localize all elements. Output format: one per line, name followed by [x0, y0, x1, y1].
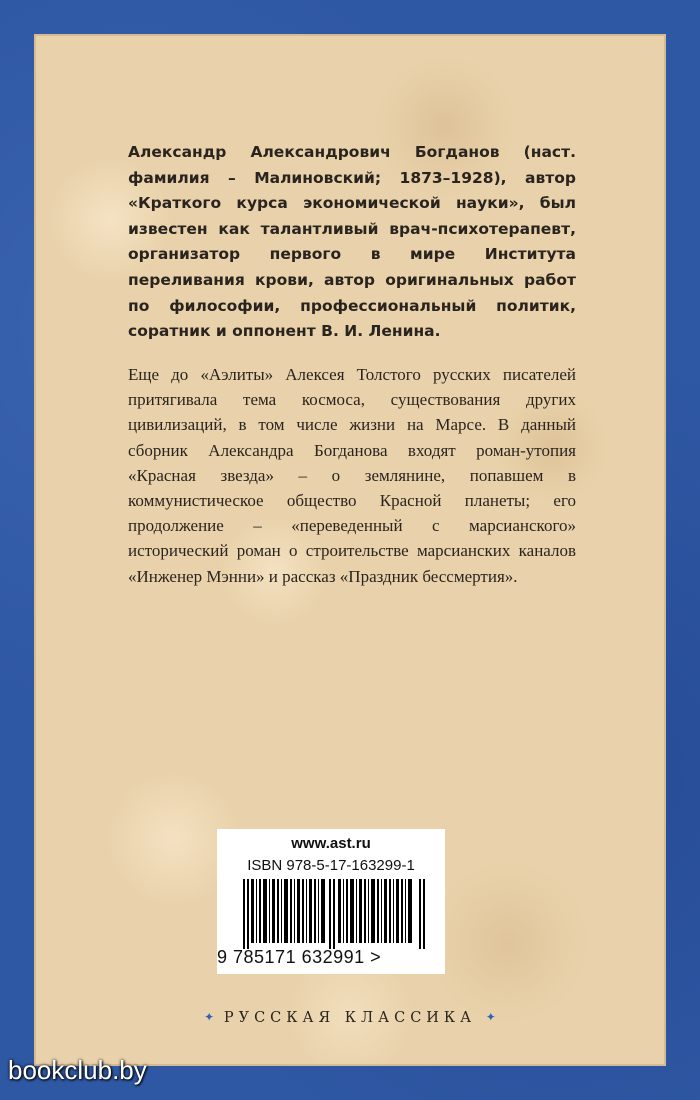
author-bio-text: Александр Александрович Богданов (наст. фамилия – Малиновский; 1873–1928), автор «Краткого курса экономической науки», был известен как талантливый врач-психотерапевт, организатор первого в мире Института переливания крови, автор оригинальных работ по философии, профессиональный политик, соратник и оппонент В. И. Ленина. — [128, 143, 576, 341]
publisher-url: www.ast.ru — [291, 835, 371, 852]
isbn-number: ISBN 978-5-17-163299-1 — [247, 857, 415, 874]
author-bio — [128, 140, 576, 345]
barcode-bars — [243, 879, 425, 949]
barcode-box — [217, 829, 445, 974]
series-title — [0, 1010, 700, 1026]
barcode-digits: 9 785171 632991 > — [217, 947, 382, 967]
annotation-text: Еще до «Аэлиты» Алексея Толстого русских писателей притягивала тема космоса, существования других цивилизаций, в том числе жизни на Марсе. В данный сборник Александра Богданова входят роман-утопия «Красная звезда» – о землянине, попавшем в коммунистическое общество Красной планеты; его продолжение – «переведенный с марсианского» исторический роман о строительстве марсианских каналов «Инженер Мэнни» и рассказ «Праздник бессмертия». — [128, 365, 576, 586]
series-title-text: РУССКАЯ КЛАССИКА — [223, 1010, 477, 1026]
site-watermark: bookclub.by — [8, 1055, 147, 1085]
ornament-right-icon: ✦ — [485, 1010, 496, 1024]
book-annotation — [128, 362, 576, 589]
ornament-left-icon: ✦ — [204, 1010, 215, 1024]
